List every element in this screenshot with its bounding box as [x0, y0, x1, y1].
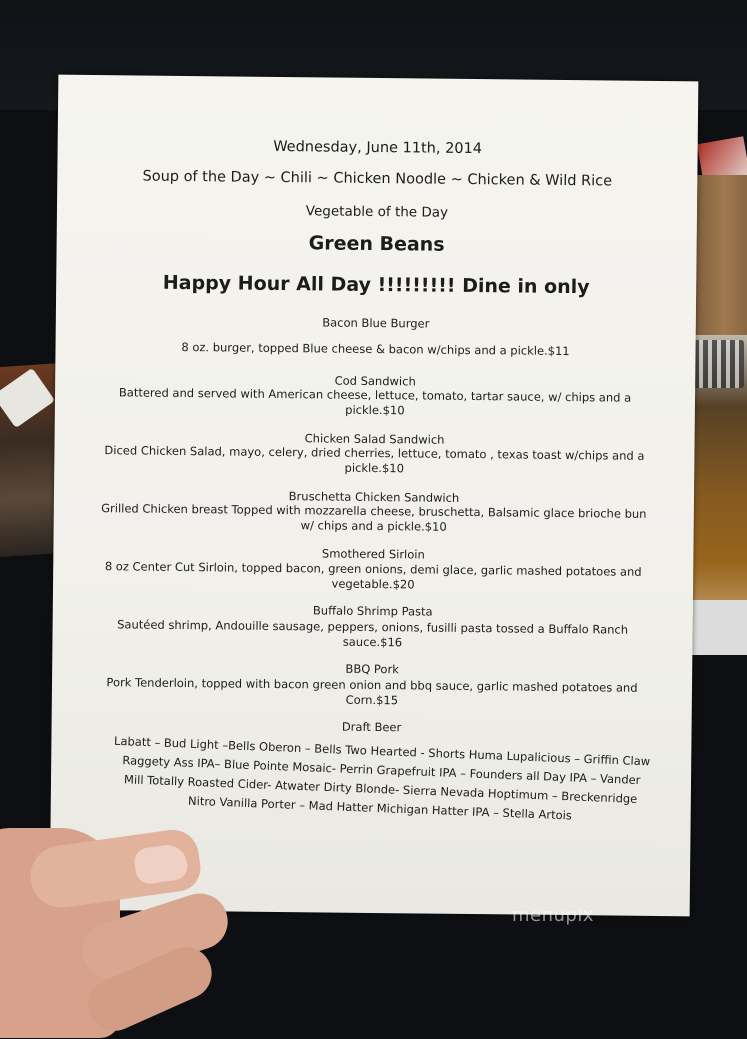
soup-of-the-day: Soup of the Day ~ Chili ~ Chicken Noodle ~ Chicken & Wild Rice: [142, 168, 613, 190]
menu-item-desc: 8 oz Center Cut Sirloin, topped bacon, green onions, demi glace, garlic mashed potatoes and vegetable.$20: [104, 559, 642, 592]
menu-item-name: BBQ Pork: [345, 661, 399, 677]
napkin-right: [692, 600, 747, 655]
vegetable-label: Vegetable of the Day: [305, 203, 449, 221]
watermark-logo: menupix: [512, 905, 595, 926]
menu-item-desc: Diced Chicken Salad, mayo, celery, dried cherries, lettuce, tomato , texas toast w/chips and a pickle.$10: [104, 443, 645, 476]
menu-item-desc: Grilled Chicken breast Topped with mozzarella cheese, bruschetta, Balsamic glace brioche bun w/ chips and a pickle.$10: [101, 501, 647, 534]
menu-sheet: [50, 75, 699, 917]
menu-item-name: Bacon Blue Burger: [322, 315, 430, 331]
draft-beer-list: Labatt – Bud Light –Bells Oberon – Bells Two Hearted - Shorts Huma Lupalicious – Griffin Claw Raggety Ass IPA– Blue Pointe Mosaic- Perrin Grapefruit IPA – Founders all Day IPA – Vander Mill Totally Roasted Cider- Atwater Dirty Blonde- Sierra Nevada Hoptimum – Breckenridge Nitro Vanilla Porter – Mad Hatter Michigan Hatter IPA – Stella Artois: [113, 733, 651, 823]
menu-item-name: Cod Sandwich: [334, 373, 416, 389]
menu-date: Wednesday, June 11th, 2014: [273, 138, 483, 158]
table-surface: [690, 175, 747, 335]
menu-item-desc: 8 oz. burger, topped Blue cheese & bacon w/chips and a pickle.$11: [181, 339, 570, 359]
draft-beer-heading: Draft Beer: [341, 719, 402, 735]
menu-item-desc: Pork Tenderloin, topped with bacon green onion and bbq sauce, garlic mashed potatoes and Corn.$15: [106, 675, 638, 708]
menu-item-desc: Sautéed shrimp, Andouille sausage, peppers, onions, fusilli pasta tossed a Buffalo Ranch sauce.$16: [117, 617, 629, 650]
hand: [0, 798, 230, 1028]
menu-item-desc: Battered and served with American cheese, lettuce, tomato, tartar sauce, w/ chips and a pickle.$10: [118, 385, 632, 418]
menu-item-name: Smothered Sirloin: [321, 546, 425, 562]
menu-item-name: Bruschetta Chicken Sandwich: [288, 489, 460, 505]
glass-logo: [694, 340, 744, 388]
menu-item-name: Buffalo Shrimp Pasta: [312, 603, 433, 619]
happy-hour-heading: Happy Hour All Day !!!!!!!!! Dine in only: [162, 271, 590, 299]
menu-item-name: Chicken Salad Sandwich: [304, 431, 445, 447]
vegetable-of-the-day: Green Beans: [308, 232, 445, 256]
